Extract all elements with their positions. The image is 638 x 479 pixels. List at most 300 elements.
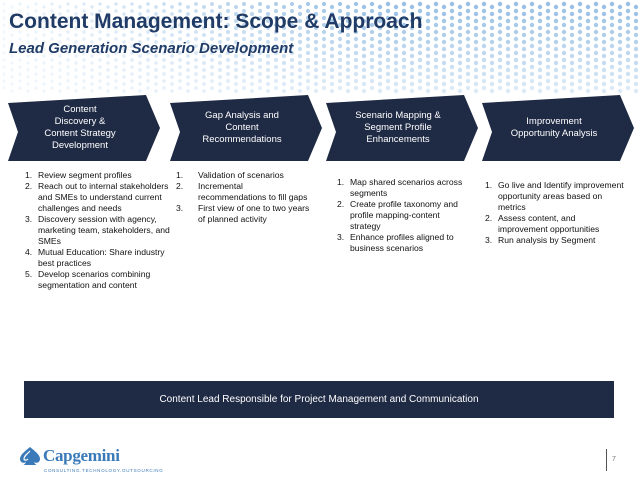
decorative-dot (234, 68, 238, 72)
decorative-dot (506, 75, 510, 79)
decorative-dot (530, 23, 534, 27)
decorative-dot (562, 30, 566, 34)
decorative-dot (370, 72, 374, 76)
decorative-dot (234, 75, 238, 79)
decorative-dot (274, 72, 278, 76)
decorative-dot (362, 75, 366, 79)
decorative-dot (362, 89, 366, 93)
decorative-dot (498, 16, 502, 20)
decorative-dot (410, 47, 414, 51)
decorative-dot (450, 30, 454, 34)
decorative-dot (386, 65, 390, 69)
decorative-dot (402, 86, 406, 90)
decorative-dot (554, 75, 558, 79)
decorative-dot (338, 72, 342, 76)
list-item: 1. Review segment profiles (25, 170, 132, 180)
decorative-dot (154, 82, 158, 86)
decorative-dot (98, 65, 102, 69)
decorative-dot (266, 75, 270, 79)
decorative-dot (490, 82, 494, 86)
decorative-dot (466, 2, 470, 6)
decorative-dot (586, 33, 590, 37)
decorative-dot (474, 82, 478, 86)
decorative-dot (426, 61, 430, 65)
decorative-dot (514, 79, 518, 83)
decorative-dot (354, 79, 358, 83)
decorative-dot (154, 68, 158, 72)
decorative-dot (242, 79, 246, 83)
decorative-dot (202, 82, 206, 86)
decorative-dot (306, 79, 310, 83)
decorative-dot (114, 79, 118, 83)
decorative-dot (250, 68, 254, 72)
decorative-dot (586, 75, 590, 79)
decorative-dot (10, 61, 13, 64)
decorative-dot (138, 5, 142, 9)
spade-logo-icon (17, 446, 43, 466)
decorative-dot (346, 68, 350, 72)
decorative-dot (490, 5, 494, 9)
decorative-dot (18, 72, 21, 75)
decorative-dot (634, 61, 638, 65)
decorative-dot (378, 47, 382, 51)
decorative-dot (458, 54, 462, 58)
decorative-dot (450, 44, 454, 48)
decorative-dot (274, 86, 278, 90)
decorative-dot (594, 44, 598, 48)
decorative-dot (466, 23, 470, 27)
decorative-dot (554, 19, 558, 23)
decorative-dot (522, 33, 526, 37)
decorative-dot (554, 5, 558, 9)
decorative-dot (330, 68, 334, 72)
decorative-dot (266, 68, 270, 72)
phase-steps-improvement (485, 180, 625, 246)
decorative-dot (458, 68, 462, 72)
decorative-dot (370, 51, 374, 55)
decorative-dot (474, 33, 478, 37)
decorative-dot (426, 26, 430, 30)
decorative-dot (562, 79, 566, 83)
decorative-dot (362, 47, 366, 51)
decorative-dot (50, 2, 53, 5)
decorative-dot (498, 2, 502, 6)
decorative-dot (434, 65, 438, 69)
decorative-dot (306, 51, 310, 55)
decorative-dot (354, 86, 358, 90)
decorative-dot (426, 47, 430, 51)
decorative-dot (602, 68, 606, 72)
decorative-dot (554, 61, 558, 65)
decorative-dot (570, 68, 574, 72)
decorative-dot (538, 5, 542, 9)
decorative-dot (626, 86, 630, 90)
decorative-dot (426, 82, 430, 86)
decorative-dot (362, 54, 366, 58)
decorative-dot (474, 12, 478, 16)
decorative-dot (626, 58, 630, 62)
decorative-dot (578, 2, 582, 6)
decorative-dot (594, 37, 598, 41)
decorative-dot (386, 2, 390, 6)
decorative-dot (506, 26, 510, 30)
decorative-dot (18, 79, 21, 82)
decorative-dot (418, 37, 422, 41)
decorative-dot (546, 9, 550, 13)
decorative-dot (610, 72, 614, 76)
decorative-dot (394, 47, 398, 51)
decorative-dot (522, 47, 526, 51)
decorative-dot (546, 72, 550, 76)
decorative-dot (322, 86, 326, 90)
decorative-dot (458, 33, 462, 37)
decorative-dot (538, 33, 542, 37)
responsibility-banner: Content Lead Responsible for Project Management and Communication (24, 381, 614, 418)
decorative-dot (2, 58, 5, 61)
decorative-dot (426, 89, 430, 93)
decorative-dot (130, 58, 134, 62)
decorative-dot (114, 65, 118, 69)
decorative-dot (442, 26, 446, 30)
decorative-dot (314, 89, 318, 93)
decorative-dot (290, 86, 294, 90)
decorative-dot (330, 89, 334, 93)
decorative-dot (538, 61, 542, 65)
decorative-dot (210, 65, 214, 69)
decorative-dot (66, 86, 69, 89)
decorative-dot (602, 33, 606, 37)
decorative-dot (594, 79, 598, 83)
decorative-dot (250, 82, 254, 86)
slide-title: Content Management: Scope & Approach (9, 10, 423, 33)
decorative-dot (130, 72, 134, 76)
decorative-dot (338, 65, 342, 69)
decorative-dot (562, 9, 566, 13)
decorative-dot (458, 12, 462, 16)
decorative-dot (250, 89, 254, 93)
decorative-dot (602, 89, 606, 93)
decorative-dot (98, 2, 102, 6)
list-item: 3. Run analysis by Segment (485, 235, 596, 245)
decorative-dot (426, 75, 430, 79)
decorative-dot (146, 65, 150, 69)
decorative-dot (490, 68, 494, 72)
decorative-dot (58, 61, 61, 64)
decorative-dot (306, 65, 310, 69)
decorative-dot (546, 16, 550, 20)
decorative-dot (514, 30, 518, 34)
decorative-dot (458, 40, 462, 44)
phase-steps-gap-analysis (176, 170, 310, 225)
phase-steps-scenario-mapping (337, 177, 465, 254)
decorative-dot (178, 58, 182, 62)
decorative-dot (570, 26, 574, 30)
decorative-dot (418, 72, 422, 76)
decorative-dot (82, 79, 85, 82)
decorative-dot (482, 23, 486, 27)
decorative-dot (570, 40, 574, 44)
decorative-dot (242, 58, 246, 62)
decorative-dot (618, 40, 622, 44)
decorative-dot (458, 47, 462, 51)
decorative-dot (122, 89, 126, 93)
decorative-dot (266, 61, 270, 65)
decorative-dot (2, 79, 5, 82)
decorative-dot (626, 16, 630, 20)
decorative-dot (610, 9, 614, 13)
decorative-dot (634, 33, 638, 37)
decorative-dot (50, 65, 53, 68)
decorative-dot (226, 72, 230, 76)
phase-label: Gap Analysis and Content Recommendations (202, 110, 282, 145)
decorative-dot (474, 47, 478, 51)
decorative-dot (226, 58, 230, 62)
decorative-dot (538, 40, 542, 44)
decorative-dot (418, 2, 422, 6)
decorative-dot (546, 79, 550, 83)
decorative-dot (170, 89, 174, 93)
decorative-dot (2, 2, 5, 5)
decorative-dot (194, 72, 198, 76)
decorative-dot (2, 16, 5, 19)
decorative-dot (482, 37, 486, 41)
decorative-dot (66, 65, 69, 68)
decorative-dot (402, 65, 406, 69)
decorative-dot (370, 2, 374, 6)
decorative-dot (354, 37, 358, 41)
decorative-dot (18, 86, 21, 89)
decorative-dot (130, 2, 134, 6)
decorative-dot (186, 68, 190, 72)
decorative-dot (74, 89, 77, 92)
decorative-dot (338, 86, 342, 90)
decorative-dot (378, 54, 382, 58)
decorative-dot (394, 68, 398, 72)
decorative-dot (106, 75, 110, 79)
decorative-dot (194, 2, 198, 6)
decorative-dot (498, 72, 502, 76)
decorative-dot (442, 54, 446, 58)
decorative-dot (2, 44, 5, 47)
decorative-dot (578, 65, 582, 69)
decorative-dot (618, 75, 622, 79)
decorative-dot (386, 51, 390, 55)
decorative-dot (98, 58, 102, 62)
decorative-dot (586, 5, 590, 9)
decorative-dot (490, 61, 494, 65)
decorative-dot (26, 75, 29, 78)
decorative-dot (634, 75, 638, 79)
decorative-dot (450, 16, 454, 20)
decorative-dot (562, 2, 566, 6)
decorative-dot (42, 5, 45, 8)
decorative-dot (306, 72, 310, 76)
decorative-dot (402, 44, 406, 48)
decorative-dot (498, 23, 502, 27)
decorative-dot (378, 5, 382, 9)
decorative-dot (18, 65, 21, 68)
decorative-dot (330, 54, 334, 58)
decorative-dot (442, 12, 446, 16)
decorative-dot (466, 72, 470, 76)
decorative-dot (226, 2, 230, 6)
list-item: 3. First view of one to two years of planned activity (176, 203, 310, 224)
decorative-dot (482, 44, 486, 48)
decorative-dot (522, 75, 526, 79)
page-number-divider (606, 449, 607, 471)
decorative-dot (554, 33, 558, 37)
decorative-dot (426, 40, 430, 44)
decorative-dot (290, 65, 294, 69)
decorative-dot (154, 89, 158, 93)
decorative-dot (538, 54, 542, 58)
decorative-dot (138, 82, 142, 86)
decorative-dot (530, 86, 534, 90)
decorative-dot (466, 37, 470, 41)
decorative-dot (634, 19, 638, 23)
decorative-dot (594, 30, 598, 34)
decorative-dot (26, 82, 29, 85)
decorative-dot (530, 79, 534, 83)
decorative-dot (634, 47, 638, 51)
decorative-dot (482, 58, 486, 62)
decorative-dot (618, 47, 622, 51)
decorative-dot (474, 75, 478, 79)
decorative-dot (554, 47, 558, 51)
decorative-dot (562, 58, 566, 62)
decorative-dot (594, 58, 598, 62)
decorative-dot (306, 44, 310, 48)
decorative-dot (338, 2, 342, 6)
decorative-dot (450, 2, 454, 6)
decorative-dot (506, 54, 510, 58)
decorative-dot (506, 33, 510, 37)
decorative-dot (634, 26, 638, 30)
decorative-dot (122, 61, 126, 65)
decorative-dot (498, 79, 502, 83)
decorative-dot (578, 86, 582, 90)
decorative-dot (178, 2, 182, 6)
decorative-dot (170, 5, 174, 9)
decorative-dot (618, 54, 622, 58)
decorative-dot (466, 16, 470, 20)
decorative-dot (90, 5, 93, 8)
decorative-dot (618, 12, 622, 16)
decorative-dot (450, 58, 454, 62)
decorative-dot (514, 58, 518, 62)
decorative-dot (450, 79, 454, 83)
decorative-dot (402, 79, 406, 83)
decorative-dot (146, 58, 150, 62)
decorative-dot (162, 86, 166, 90)
decorative-dot (626, 30, 630, 34)
decorative-dot (450, 51, 454, 55)
decorative-dot (58, 82, 61, 85)
decorative-dot (58, 89, 61, 92)
decorative-dot (290, 79, 294, 83)
decorative-dot (426, 33, 430, 37)
decorative-dot (490, 12, 494, 16)
decorative-dot (74, 75, 77, 78)
decorative-dot (290, 58, 294, 62)
decorative-dot (410, 68, 414, 72)
decorative-dot (410, 40, 414, 44)
decorative-dot (530, 65, 534, 69)
decorative-dot (218, 61, 222, 65)
decorative-dot (10, 89, 13, 92)
decorative-dot (2, 51, 5, 54)
decorative-dot (226, 79, 230, 83)
decorative-dot (578, 30, 582, 34)
decorative-dot (482, 9, 486, 13)
decorative-dot (370, 44, 374, 48)
decorative-dot (386, 72, 390, 76)
decorative-dot (634, 12, 638, 16)
decorative-dot (634, 40, 638, 44)
decorative-dot (514, 23, 518, 27)
decorative-dot (434, 30, 438, 34)
decorative-dot (410, 82, 414, 86)
decorative-dot (434, 9, 438, 13)
decorative-dot (562, 72, 566, 76)
list-item: 4. Mutual Education: Share industry best practices (25, 247, 165, 268)
decorative-dot (434, 79, 438, 83)
decorative-dot (506, 40, 510, 44)
decorative-dot (194, 79, 198, 83)
decorative-dot (138, 75, 142, 79)
decorative-dot (170, 68, 174, 72)
decorative-dot (594, 9, 598, 13)
decorative-dot (554, 54, 558, 58)
decorative-dot (578, 51, 582, 55)
decorative-dot (610, 86, 614, 90)
decorative-dot (402, 37, 406, 41)
decorative-dot (258, 72, 262, 76)
decorative-dot (418, 44, 422, 48)
decorative-dot (370, 79, 374, 83)
decorative-dot (578, 79, 582, 83)
decorative-dot (626, 65, 630, 69)
decorative-dot (458, 19, 462, 23)
decorative-dot (602, 47, 606, 51)
decorative-dot (122, 68, 126, 72)
decorative-dot (42, 75, 45, 78)
decorative-dot (210, 79, 214, 83)
decorative-dot (146, 86, 150, 90)
decorative-dot (410, 89, 414, 93)
decorative-dot (282, 61, 286, 65)
decorative-dot (10, 5, 13, 8)
decorative-dot (90, 89, 93, 92)
decorative-dot (522, 68, 526, 72)
decorative-dot (506, 19, 510, 23)
decorative-dot (2, 37, 5, 40)
phase-steps-discovery (25, 170, 173, 291)
decorative-dot (10, 68, 13, 71)
decorative-dot (506, 68, 510, 72)
decorative-dot (90, 68, 93, 71)
decorative-dot (562, 37, 566, 41)
phase-label: Content Discovery & Content Strategy Development (44, 104, 116, 151)
decorative-dot (378, 75, 382, 79)
decorative-dot (74, 68, 77, 71)
decorative-dot (106, 82, 110, 86)
decorative-dot (514, 37, 518, 41)
phase-label: Improvement Opportunity Analysis (510, 116, 598, 139)
decorative-dot (202, 61, 206, 65)
decorative-dot (434, 37, 438, 41)
decorative-dot (546, 65, 550, 69)
